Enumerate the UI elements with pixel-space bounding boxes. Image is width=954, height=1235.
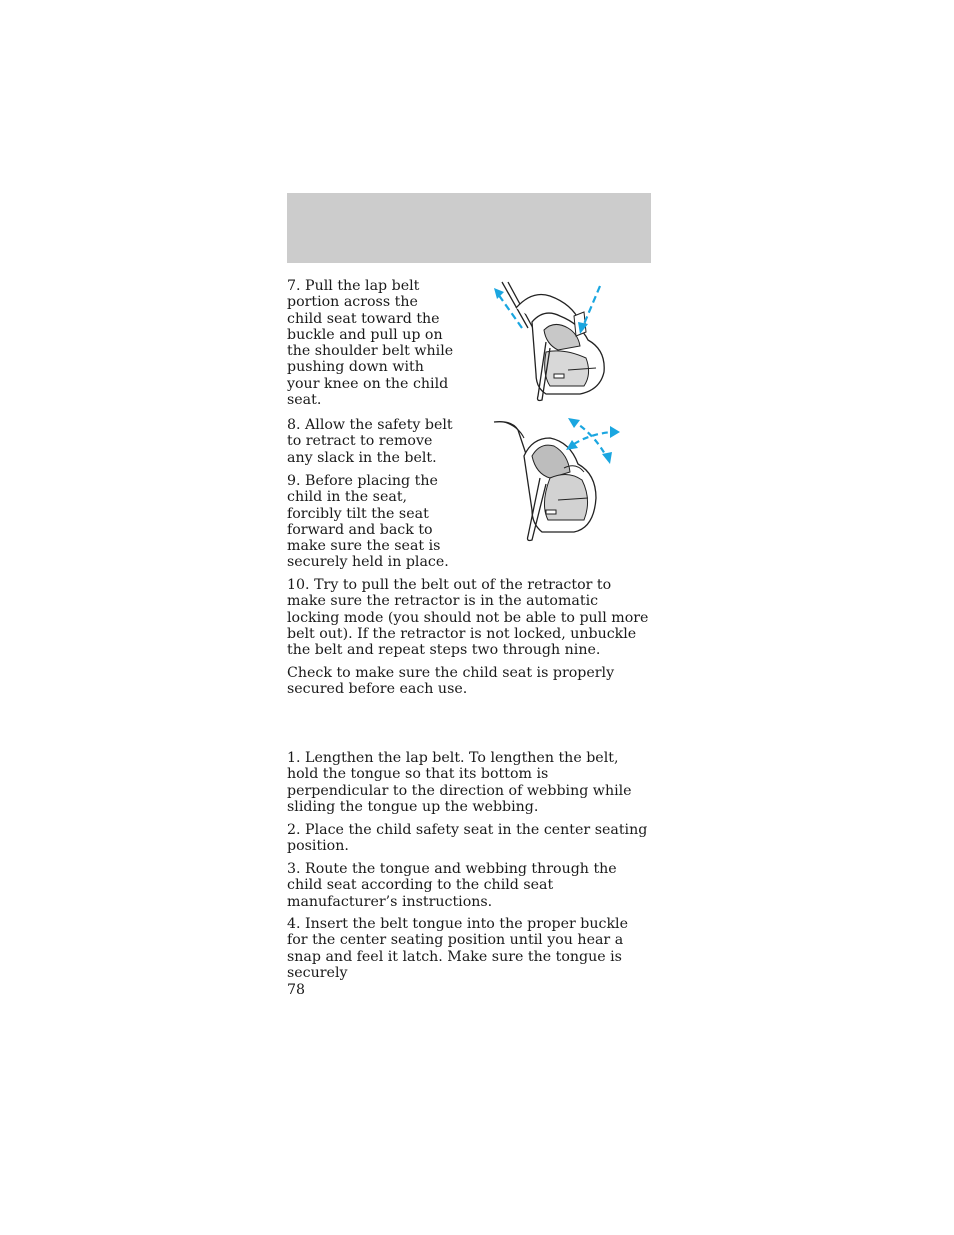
- section-header-band: [287, 193, 651, 263]
- center-step-3-text: 3. Route the tongue and webbing through the child seat according to the child seat manufacturer’s instructions.: [287, 861, 617, 910]
- child-seat-pull-belt-illustration: [488, 278, 618, 406]
- child-seat-tilt-check-illustration: [488, 416, 624, 546]
- center-step-1-text: 1. Lengthen the lap belt. To lengthen the belt, hold the tongue so that its bottom is perpendicular to the direction of webbing while sliding the tongue up the webbing.: [287, 750, 632, 815]
- center-step-2-text: 2. Place the child safety seat in the center seating position.: [287, 822, 648, 855]
- step-8-text: 8. Allow the safety belt to retract to remove any slack in the belt.: [287, 417, 453, 466]
- check-secured-text: Check to make sure the child seat is properly secured before each use.: [287, 665, 615, 698]
- step-7-text: 7. Pull the lap belt portion across the child seat toward the buckle and pull up on the shoulder belt while pushing down with your knee on the child seat.: [287, 278, 454, 409]
- page-number: 78: [287, 982, 306, 998]
- center-step-4-text: 4. Insert the belt tongue into the proper buckle for the center seating position until you hear a snap and feel it latch. Make sure the tongue is securely: [287, 916, 628, 981]
- step-10-text: 10. Try to pull the belt out of the retractor to make sure the retractor is in the automatic locking mode (you should not be able to pull more belt out). If the retractor is not locked, unbuckle the belt and repeat steps two through nine.: [287, 577, 649, 659]
- step-9-text: 9. Before placing the child in the seat, forcibly tilt the seat forward and back to make sure the seat is securely held in place.: [287, 473, 449, 571]
